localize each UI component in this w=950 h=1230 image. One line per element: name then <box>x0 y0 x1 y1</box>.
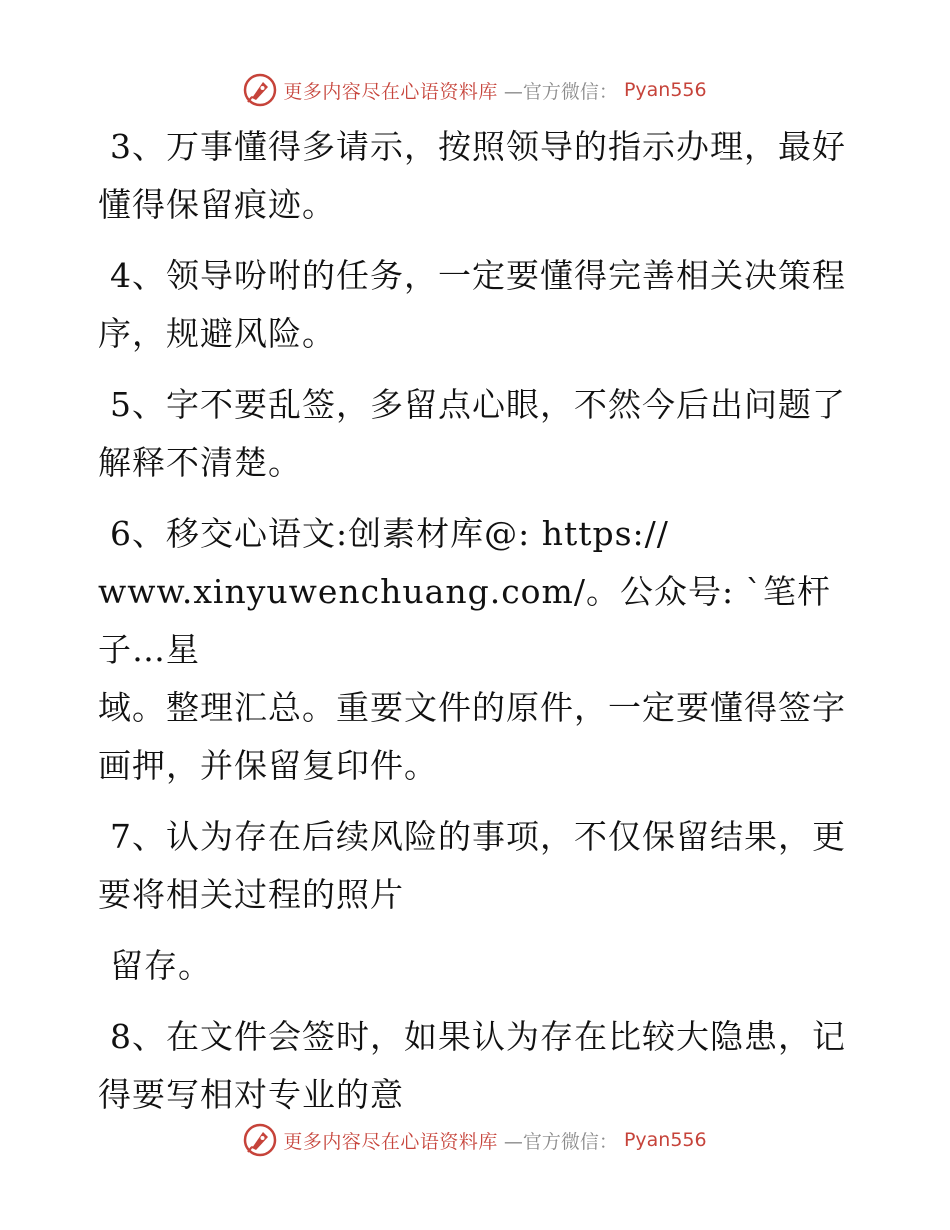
paragraph-line: 6、移交心语文:创素材库@: https:// <box>110 514 669 553</box>
paragraph-line: 7、认为存在后续风险的事项，不仅保留结果，更 <box>110 817 846 856</box>
paragraph-line: www.xinyuwenchuang.com/。公众号: `笔杆子…星 <box>98 572 832 669</box>
header-banner-wechat-id: Pyan556 <box>623 79 707 101</box>
paragraph-item-8 <box>98 1008 850 1124</box>
paragraph-line: 4、领导吩咐的任务，一定要懂得完善相关决策程 <box>110 256 846 295</box>
header-banner-text: 更多内容尽在心语资料库 <box>283 80 498 103</box>
paragraph-line: 域。整理汇总。重要文件的原件，一定要懂得签字 <box>98 688 846 727</box>
paragraph-line: 画押，并保留复印件。 <box>98 746 438 785</box>
footer-banner-wechat-id: Pyan556 <box>623 1129 707 1151</box>
paragraph-line: 3、万事懂得多请示，按照领导的指示办理，最好 <box>110 127 846 166</box>
paragraph-line: 留存。 <box>110 946 212 985</box>
header-banner <box>0 68 950 112</box>
paragraph-line: 8、在文件会签时，如果认为存在比较大隐患，记 <box>110 1017 846 1056</box>
paragraph-item-6 <box>98 505 850 795</box>
paragraph-item-5 <box>98 376 850 492</box>
paragraph-item-7 <box>98 808 850 924</box>
pen-nib-logo-icon <box>243 73 277 107</box>
footer-banner-content <box>243 1123 706 1157</box>
pen-nib-logo-icon <box>243 1123 277 1157</box>
paragraph-line: 序，规避风险。 <box>98 314 336 353</box>
header-banner-separator: —官方微信： <box>503 80 618 103</box>
paragraph-item-4 <box>98 247 850 363</box>
paragraph-line: 5、字不要乱签，多留点心眼，不然今后出问题了 <box>110 385 846 424</box>
header-banner-content <box>243 73 706 107</box>
paragraph-item-7-continued <box>98 937 850 995</box>
paragraph-line: 解释不清楚。 <box>98 443 302 482</box>
paragraph-line: 得要写相对专业的意 <box>98 1075 404 1114</box>
paragraph-item-3 <box>98 118 850 234</box>
document-body <box>98 118 850 1137</box>
paragraph-line: 懂得保留痕迹。 <box>98 185 336 224</box>
footer-banner <box>0 1118 950 1162</box>
footer-banner-text: 更多内容尽在心语资料库 <box>283 1130 498 1153</box>
footer-banner-separator: —官方微信： <box>503 1130 618 1153</box>
paragraph-line: 要将相关过程的照片 <box>98 875 404 914</box>
